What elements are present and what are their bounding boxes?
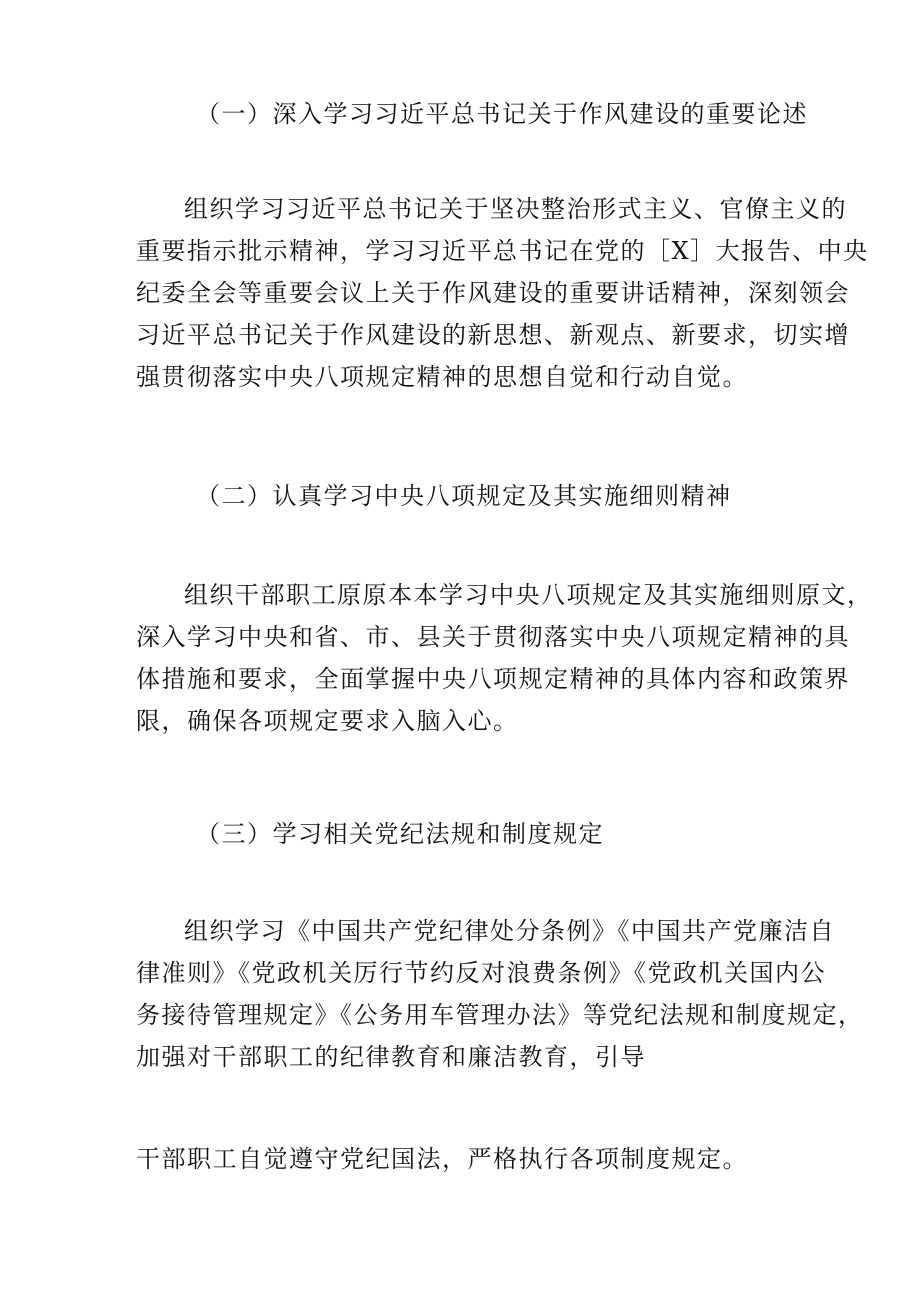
paragraph-line: 组织学习《中国共产党纪律处分条例》《中国共产党廉洁自 (184, 917, 835, 945)
paragraph-line: 强贯彻落实中央八项规定精神的思想自觉和行动自觉。 (136, 363, 748, 391)
paragraph-line: 体措施和要求，全面掌握中央八项规定精神的具体内容和政策界 (136, 665, 850, 693)
paragraph-line: 纪委全会等重要会议上关于作风建设的重要讲话精神，深刻领会 (136, 279, 850, 307)
paragraph-line: 深入学习中央和省、市、县关于贯彻落实中央八项规定精神的具 (136, 623, 850, 651)
paragraph-line: 习近平总书记关于作风建设的新思想、新观点、新要求，切实增 (136, 321, 850, 349)
paragraph-line: 组织学习习近平总书记关于坚决整治形式主义、官僚主义的 (184, 195, 847, 223)
section-1-heading: （一）深入学习习近平总书记关于作风建设的重要论述 (196, 100, 808, 128)
paragraph-line: 加强对干部职工的纪律教育和廉洁教育，引导 (136, 1043, 646, 1071)
section-3-paragraph (136, 910, 864, 1078)
paragraph-line: 律准则》《党政机关厉行节约反对浪费条例》《党政机关国内公 (136, 959, 826, 987)
section-2-paragraph (136, 574, 873, 742)
paragraph-line: 干部职工自觉遵守党纪国法，严格执行各项制度规定。 (136, 1145, 748, 1173)
section-1-paragraph (136, 188, 869, 398)
section-3-continuation (136, 1138, 796, 1180)
paragraph-line: 组织干部职工原原本本学习中央八项规定及其实施细则原文， (184, 581, 873, 609)
paragraph-line: 限，确保各项规定要求入脑入心。 (136, 707, 519, 735)
paragraph-line: 务接待管理规定》《公务用车管理办法》等党纪法规和制度规定， (136, 1001, 864, 1029)
paragraph-line: 重要指示批示精神，学习习近平总书记在党的［X］大报告、中央 (136, 237, 869, 265)
section-2-heading: （二）认真学习中央八项规定及其实施细则精神 (196, 482, 732, 510)
section-3-heading: （三）学习相关党纪法规和制度规定 (196, 820, 604, 848)
